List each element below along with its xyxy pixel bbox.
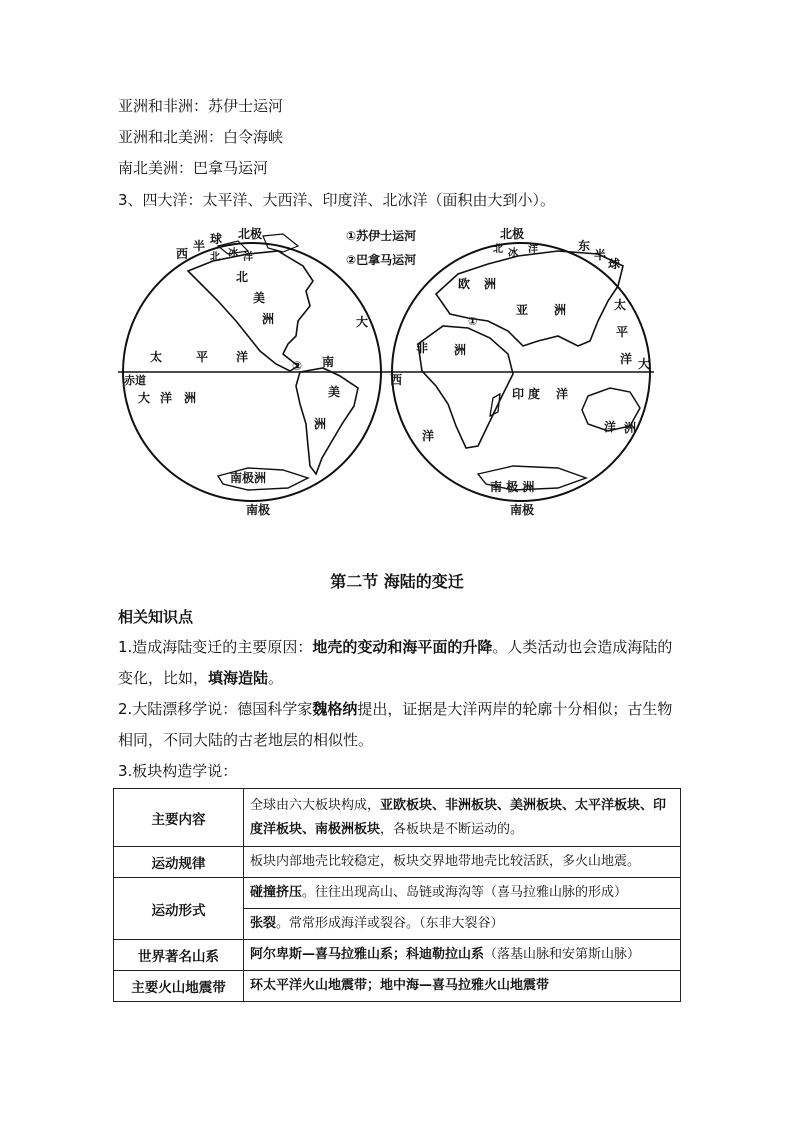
section-subhead: 相关知识点	[118, 608, 194, 626]
row-head-motion-form: 运动形式	[114, 878, 244, 940]
row-cell-rifting	[244, 909, 681, 940]
label-na-3: 洲	[262, 312, 275, 326]
label-pacific-e4: 大	[638, 357, 651, 371]
cell-text: 全球由六大板块构成，	[250, 797, 381, 813]
cell-text: （落基山脉和安第斯山脉）	[484, 947, 641, 962]
label-sa-1: 南	[322, 355, 335, 369]
row-cell-collision	[244, 878, 681, 909]
cell-bold-mountains: 阿尔卑斯—喜马拉雅山系；科迪勒拉山系	[250, 947, 485, 962]
legend-panama: ②巴拿马运河	[346, 253, 417, 267]
point-3: 3.板块构造学说：	[118, 762, 238, 780]
label-panama-marker: ②	[292, 359, 303, 373]
row-head-motion-rule: 运动规律	[114, 847, 244, 878]
point-1	[118, 632, 678, 694]
cell-bold-collision: 碰撞挤压	[250, 885, 303, 900]
label-asia-2: 洲	[554, 303, 567, 317]
row-head-volcano-belts: 主要火山地震带	[114, 971, 244, 1002]
label-north-pole-west: 北极	[238, 227, 263, 241]
label-indian-2: 度	[528, 387, 541, 401]
label-qiu: 球	[210, 232, 223, 246]
label-pacific-2: 平	[196, 350, 209, 364]
label-south-pole-west: 南极	[246, 503, 271, 517]
label-arctic-1: 北	[210, 252, 220, 263]
label-europe-2: 洲	[484, 277, 497, 291]
point-1-text-a: 1.造成海陆变迁的主要原因：	[118, 638, 313, 656]
label-pacific-e1: 太	[614, 298, 627, 312]
label-pacific-e3: 洋	[620, 352, 633, 366]
label-africa-2: 洲	[454, 343, 467, 357]
table-row	[114, 878, 681, 909]
label-atlantic-east-2: 洋	[422, 429, 435, 443]
label-xi: 西	[176, 247, 189, 261]
label-antarctica-east: 南 极 洲	[490, 480, 535, 494]
row-cell-main-content	[244, 789, 681, 847]
label-north-pole-east: 北极	[500, 227, 525, 241]
label-europe-1: 欧	[458, 277, 471, 291]
point-2-text-c: 提出，证据是大洋两岸的轮廓十分相似；古生物相同，不同大陆的古老地层的相似性。	[118, 700, 673, 749]
label-arctic-3: 洋	[243, 252, 253, 263]
label-ban: 半	[193, 239, 206, 253]
intro-line-suez: 亚洲和非洲：苏伊士运河	[118, 97, 284, 115]
label-sa-2: 美	[328, 385, 341, 399]
cell-text: 。常常形成海洋或裂谷。（东非大裂谷）	[276, 916, 504, 931]
label-ban-e: 半	[594, 248, 607, 262]
table-row	[114, 847, 681, 878]
legend-suez: ①苏伊士运河	[346, 229, 417, 243]
cell-text: ，各板块是不断运动的。	[380, 821, 524, 837]
label-atlantic-east: 西	[390, 373, 403, 387]
label-pacific-6: 洲	[184, 391, 197, 405]
label-indian-3: 洋	[556, 387, 569, 401]
label-arctic-e3: 洋	[528, 244, 538, 255]
point-2	[118, 694, 678, 756]
point-2-bold-wegener: 魏格纳	[312, 700, 358, 718]
table-row	[114, 789, 681, 847]
label-pacific-3: 洋	[236, 350, 249, 364]
section-title: 第二节 海陆的变迁	[330, 572, 464, 591]
label-pacific-1: 太	[150, 350, 163, 364]
label-na-1: 北	[236, 270, 249, 284]
label-south-pole-east: 南极	[510, 503, 535, 517]
row-cell-volcano-belts	[244, 971, 681, 1002]
row-head-main-content: 主要内容	[114, 789, 244, 847]
label-australia-1: 洋	[604, 420, 617, 434]
label-australia-2: 洲	[624, 421, 637, 435]
label-arctic-2: 冰	[228, 248, 238, 259]
point-1-bold-cause: 地壳的变动和海平面的升降	[312, 638, 493, 656]
cell-text: 。往往出现高山、岛链或海沟等（喜马拉雅山脉的形成）	[302, 885, 628, 900]
point-2-text-a: 2.大陆漂移学说：德国科学家	[118, 700, 313, 718]
label-arctic-e2: 冰	[508, 248, 518, 259]
label-sa-3: 洲	[314, 417, 327, 431]
world-hemispheres-map	[118, 226, 658, 526]
plate-tectonics-table	[113, 788, 681, 1002]
point-1-text-e: 。	[268, 669, 284, 687]
label-pacific-4: 大	[138, 391, 151, 405]
table-row	[114, 940, 681, 971]
label-africa-1: 非	[416, 341, 429, 355]
row-head-mountains: 世界著名山系	[114, 940, 244, 971]
label-arctic-e1: 北	[493, 244, 503, 255]
label-atlantic-west: 大	[356, 315, 369, 329]
label-suez-marker: ①	[468, 315, 478, 328]
label-na-2: 美	[253, 291, 266, 305]
cell-bold-volcano-belts: 环太平洋火山地震带；地中海—喜马拉雅火山地震带	[250, 978, 550, 993]
label-dong: 东	[578, 239, 591, 253]
row-cell-motion-rule: 板块内部地壳比较稳定，板块交界地带地壳比较活跃，多火山地震。	[244, 847, 681, 878]
intro-line-bering: 亚洲和北美洲：白令海峡	[118, 128, 284, 146]
label-pacific-5: 洋	[160, 391, 173, 405]
point-1-text-c: 。人类活动也会造成海陆的变化，比如，	[118, 638, 673, 687]
label-asia-1: 亚	[516, 303, 529, 317]
intro-line-four-oceans: 3、四大洋：太平洋、大西洋、印度洋、北冰洋（面积由大到小）。	[118, 191, 556, 209]
table-row	[114, 971, 681, 1002]
label-pacific-e2: 平	[616, 325, 629, 339]
label-antarctica-west: 南极洲	[230, 471, 267, 485]
cell-bold-rifting: 张裂	[250, 916, 277, 931]
cell-bold-plates: 亚欧板块、非洲板块、美洲板块、太平洋板块、印度洋板块、南极洲板块	[250, 797, 667, 837]
label-qiu-e: 球	[608, 257, 621, 271]
row-cell-mountains	[244, 940, 681, 971]
point-1-bold-example: 填海造陆	[208, 669, 269, 687]
label-indian-1: 印	[512, 387, 525, 401]
intro-line-panama: 南北美洲：巴拿马运河	[118, 159, 269, 177]
label-equator: 赤道	[124, 374, 146, 387]
